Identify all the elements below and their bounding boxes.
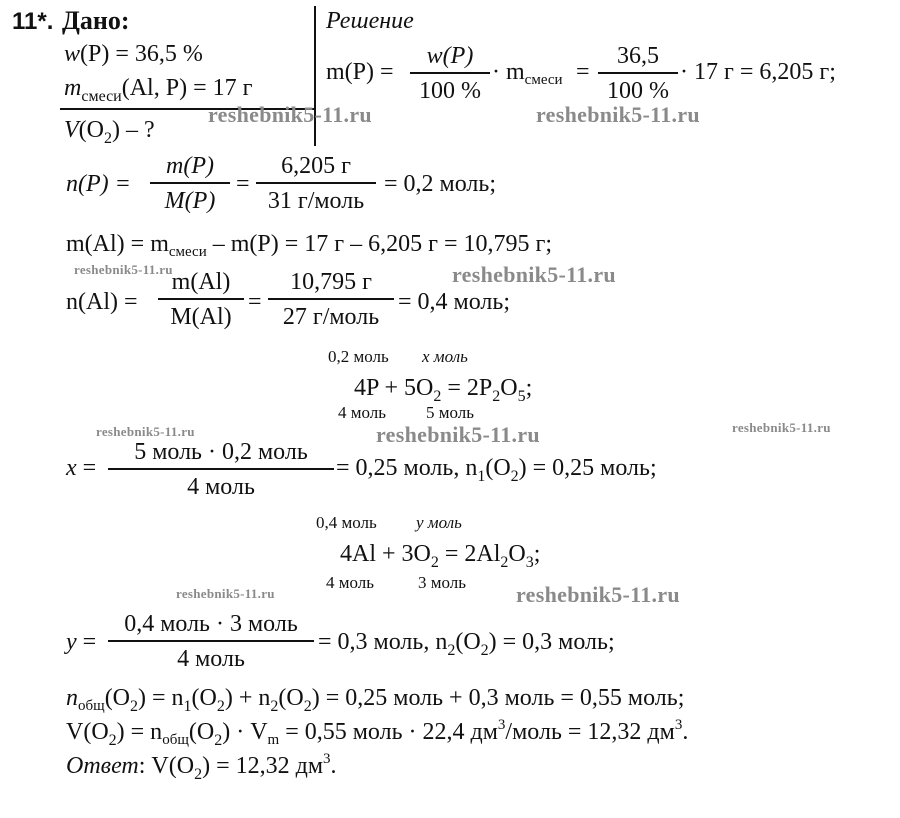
- watermark: reshebnik5-11.ru: [732, 420, 831, 435]
- watermark: reshebnik5-11.ru: [74, 262, 173, 277]
- reaction2-above-left: 0,4 моль: [316, 513, 377, 532]
- total-moles-line: $n_{общ}(O_2) = n_1(O_2) + n_2(O_2) = 0,25$ моль + 0,3 моль = 0,55 моль;: [66, 685, 685, 715]
- reaction2-below-left: 4 моль: [326, 573, 375, 592]
- given-mass-fraction: w(P) = 36,5 %: [64, 41, 203, 67]
- given-label: Дано:: [62, 6, 130, 35]
- solution-label: Решение: [326, 8, 414, 34]
- mass-p-mixture: · $m_{смеси}$: [492, 59, 563, 88]
- reaction1-above-right: x моль: [422, 347, 468, 366]
- mass-p-lhs: m(P) =: [326, 59, 394, 85]
- watermark: reshebnik5-11.ru: [176, 586, 275, 601]
- reaction1-below-left: 4 моль: [338, 403, 387, 422]
- y-lhs: y =: [66, 629, 97, 655]
- moles-al-equals: =: [248, 289, 262, 315]
- mass-p-equals: =: [576, 59, 590, 85]
- moles-p-equals: =: [236, 171, 250, 197]
- answer-line: Ответ: $V(O_2) = 12,32$ $дм^3$.: [66, 751, 337, 783]
- watermark: reshebnik5-11.ru: [452, 262, 616, 287]
- y-fraction: 0,4 моль · 3 моль 4 моль: [108, 612, 314, 671]
- mass-p-fraction: w(P) 100 %: [410, 44, 490, 103]
- moles-p-lhs: n(P) =: [66, 171, 131, 197]
- moles-al-fraction-numeric: 10,795 г 27 г/моль: [268, 270, 394, 329]
- given-mixture-mass: $m_{смеси}(Al$, P) = 17 г: [64, 75, 253, 105]
- x-fraction: 5 моль · 0,2 моль 4 моль: [108, 440, 334, 499]
- y-result: = 0,3 моль, $n_2(O_2) = 0,3$ моль;: [318, 629, 615, 659]
- moles-al-result: = 0,4 моль;: [398, 289, 510, 315]
- moles-al-lhs: n(Al) =: [66, 289, 138, 315]
- mass-p-fraction-numeric: 36,5 100 %: [598, 44, 678, 103]
- watermark: reshebnik5-11.ru: [536, 102, 700, 127]
- mass-al-line: $m(Al) = m_{смеси} - m(P) = 17$ г – 6,205 г = 10,795 г;: [66, 231, 553, 260]
- moles-p-fraction: m(P) M(P): [150, 154, 230, 213]
- reaction2-below-right: 3 моль: [418, 573, 467, 592]
- mass-p-result: · 17 г = 6,205 г;: [680, 59, 836, 85]
- watermark: reshebnik5-11.ru: [516, 582, 680, 607]
- find-volume: $V(O_2)$ – ?: [64, 117, 155, 147]
- reaction1-equation: $4P + 5O_2 = 2P_2O_5$;: [354, 375, 533, 405]
- reaction2-above-right: y моль: [416, 513, 462, 532]
- watermark: reshebnik5-11.ru: [208, 102, 372, 127]
- watermark: reshebnik5-11.ru: [376, 422, 540, 447]
- moles-al-fraction: m(Al) M(Al): [158, 270, 244, 329]
- reaction1-above-left: 0,2 моль: [328, 347, 389, 366]
- x-lhs: x =: [66, 455, 97, 481]
- reaction1-below-right: 5 моль: [426, 403, 475, 422]
- moles-p-fraction-numeric: 6,205 г 31 г/моль: [256, 154, 376, 213]
- x-result: = 0,25 моль, $n_1(O_2) = 0,25$ моль;: [336, 455, 657, 485]
- volume-line: $V(O_2) = n_{общ}(O_2) \cdot V_m = 0,55$ моль · 22,4 $дм^3$/моль = 12,32 $дм^3$.: [66, 717, 689, 749]
- watermark: reshebnik5-11.ru: [96, 424, 195, 439]
- reaction2-equation: $4Al + 3O_2 = 2Al_2O_3$;: [340, 541, 541, 571]
- moles-p-result: = 0,2 моль;: [384, 171, 496, 197]
- problem-number: 11*.: [12, 8, 54, 35]
